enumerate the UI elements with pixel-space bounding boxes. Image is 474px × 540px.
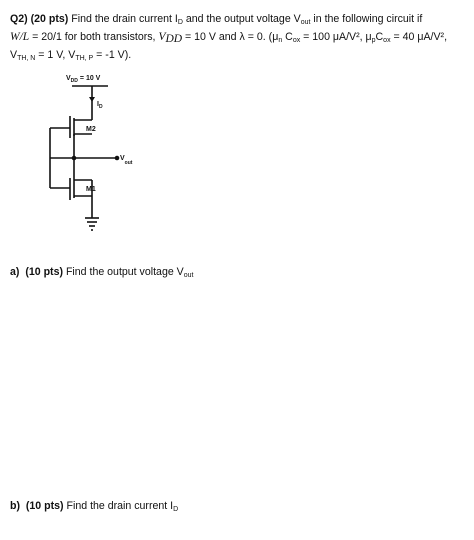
cox-subscript: ox bbox=[292, 37, 301, 44]
part-a-letter: a) bbox=[10, 266, 20, 278]
question-text: V bbox=[10, 49, 18, 61]
question-text: C bbox=[375, 31, 384, 43]
vthp-subscript: TH, P bbox=[75, 55, 94, 62]
question-points: (20 pts) bbox=[30, 13, 69, 25]
part-b bbox=[10, 500, 178, 513]
id-subscript: D bbox=[177, 19, 183, 26]
un-subscript: n bbox=[278, 37, 283, 44]
m1-label: M1 bbox=[86, 186, 96, 193]
output-junction-dot bbox=[72, 156, 77, 161]
vdd-subscript: DD bbox=[165, 33, 183, 45]
question-text: Find the drain current I bbox=[71, 13, 178, 25]
question-line-3 bbox=[10, 49, 131, 62]
vout-terminal-dot bbox=[115, 156, 120, 161]
cox-subscript: ox bbox=[383, 37, 391, 44]
question-text: = 1 V, V bbox=[35, 49, 76, 61]
part-a-points: (10 pts) bbox=[25, 266, 63, 278]
part-a bbox=[10, 266, 193, 279]
circuit-wires bbox=[50, 86, 117, 230]
part-b-text: Find the drain current I bbox=[63, 500, 174, 512]
vdd-label: $V_{DD} = 10$ V bbox=[66, 75, 101, 84]
circuit-diagram bbox=[42, 68, 162, 238]
question-text: = 20/1 for both transistors, bbox=[29, 31, 159, 43]
part-a-subscript: out bbox=[183, 272, 194, 279]
id-label: $I_D$ bbox=[97, 101, 103, 110]
vdd-symbol: V bbox=[158, 31, 166, 43]
question-text: and the output voltage V bbox=[182, 13, 301, 25]
part-b-points: (10 pts) bbox=[25, 500, 64, 512]
question-text: C bbox=[282, 31, 293, 43]
up-subscript: p bbox=[371, 37, 376, 44]
question-text: = 10 V and λ = 0. (μ bbox=[182, 31, 279, 43]
current-arrow-icon bbox=[89, 97, 95, 102]
vthn-subscript: TH, N bbox=[17, 55, 36, 62]
part-b-letter: b) bbox=[10, 500, 20, 512]
m2-label: M2 bbox=[86, 126, 96, 133]
question-line-1 bbox=[10, 13, 422, 26]
question-text: = 100 μA/V², μ bbox=[300, 31, 372, 43]
question-number: Q2) bbox=[10, 13, 28, 25]
question-line-2 bbox=[10, 31, 447, 45]
part-a-text: Find the output voltage V bbox=[63, 266, 184, 278]
question-text: in the following circuit if bbox=[310, 13, 423, 25]
question-text: = -1 V). bbox=[93, 49, 132, 61]
question-text: = 40 μA/V², bbox=[390, 31, 448, 43]
wl-symbol: W/L bbox=[10, 31, 30, 43]
part-b-subscript: D bbox=[173, 506, 179, 513]
vout-subscript: out bbox=[300, 19, 311, 26]
vout-label: $V_{out}$ bbox=[120, 155, 133, 166]
